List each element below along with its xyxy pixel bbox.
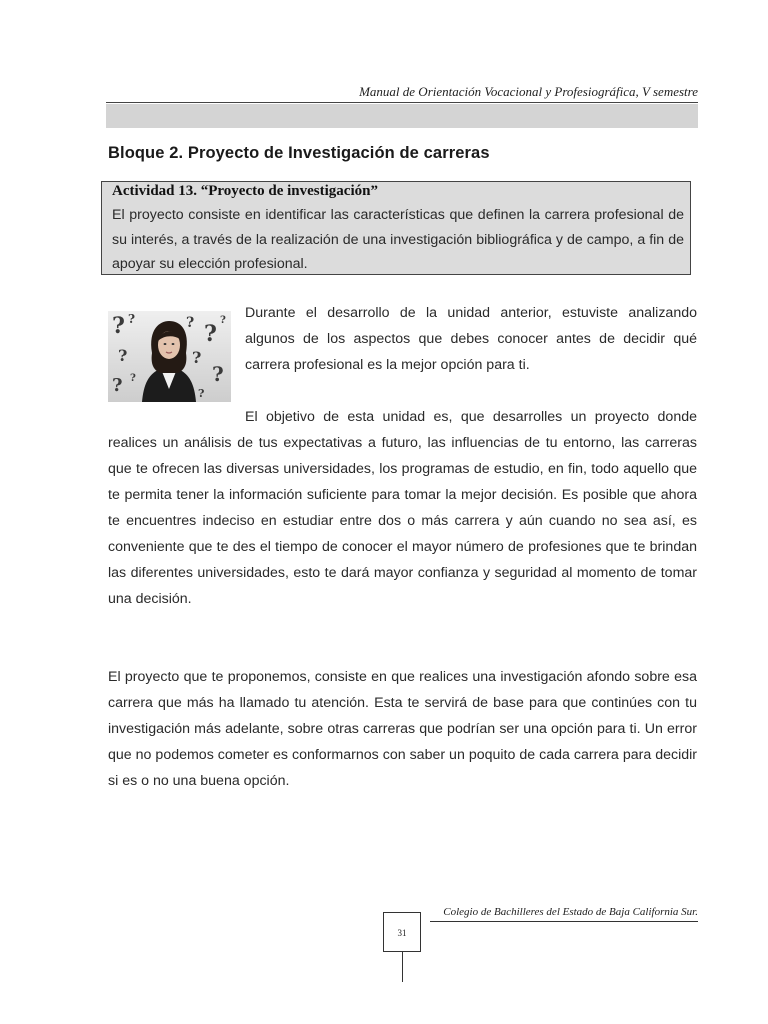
svg-text:?: ?: [112, 313, 125, 339]
header-gray-band: [106, 104, 698, 128]
activity-title: Actividad 13. “Proyecto de investigación”: [112, 183, 378, 199]
objective-rest: donde realices un análisis de tus expectativas a futuro, las influencias de tu entorno, las carreras que te ofrecen las diversas universidades, los programas de estudio, en fin, todo aquello que te permita tener la información suficiente para tomar la mejor decisión. Es posible que ahora te encuentres indeciso en estudiar entre dos o más carrera y aún cuando no sea así, es conveniente que te des el tiempo de conocer el mayor número de profesiones que te brindan las diferentes universidades, esto te dará mayor confianza y seguridad al momento de tomar una decisión.: [108, 409, 697, 607]
header-divider: [106, 102, 698, 103]
svg-text:?: ?: [130, 373, 136, 384]
objective-lead: El objetivo de esta unidad es, que desarrolles un proyecto: [245, 409, 650, 425]
svg-text:?: ?: [220, 315, 226, 326]
footer-divider: [430, 921, 698, 922]
svg-text:?: ?: [198, 387, 205, 400]
intro-paragraph: Durante el desarrollo de la unidad anterior, estuviste analizando algunos de los aspectos que debes conocer antes de decidir qué carrera profesional es la mejor opción para ti.: [245, 305, 697, 373]
block-title: Bloque 2. Proyecto de Investigación de carreras: [108, 144, 490, 162]
page-number-stem: [402, 952, 403, 982]
svg-text:?: ?: [192, 348, 202, 367]
project-paragraph: El proyecto que te proponemos, consiste en que realices una investigación afondo sobre esa carrera que más ha llamado tu atención. Esta te servirá de base para que continúes con tu investigación más adelante, sobre otras carreras que podrían ser una opción para ti. Un error que no podemos cometer es conformarnos con saber un poquito de cada carrera para decidir si es o no una buena opción.: [108, 669, 697, 789]
objective-paragraph: [108, 404, 697, 612]
svg-text:?: ?: [186, 315, 195, 331]
footer-institution: Colegio de Bachilleres del Estado de Baja California Sur.: [443, 906, 698, 918]
woman-thinking-photo: [108, 311, 231, 402]
svg-text:?: ?: [118, 346, 128, 365]
page-number-box: [383, 912, 421, 952]
svg-text:?: ?: [204, 321, 217, 347]
page-header-title: Manual de Orientación Vocacional y Profesiográfica, V semestre: [359, 84, 698, 99]
svg-text:?: ?: [128, 312, 136, 326]
activity-box: [101, 181, 691, 275]
svg-text:?: ?: [112, 375, 123, 396]
activity-description: El proyecto consiste en identificar las características que definen la carrera profesional de su interés, a través de la realización de una investigación bibliográfica y de campo, a fin de apoyar su elección profesional.: [112, 207, 684, 272]
svg-text:?: ?: [212, 362, 224, 386]
page-number: 31: [397, 928, 407, 938]
woman-thinking-question-marks-icon: [108, 311, 231, 402]
